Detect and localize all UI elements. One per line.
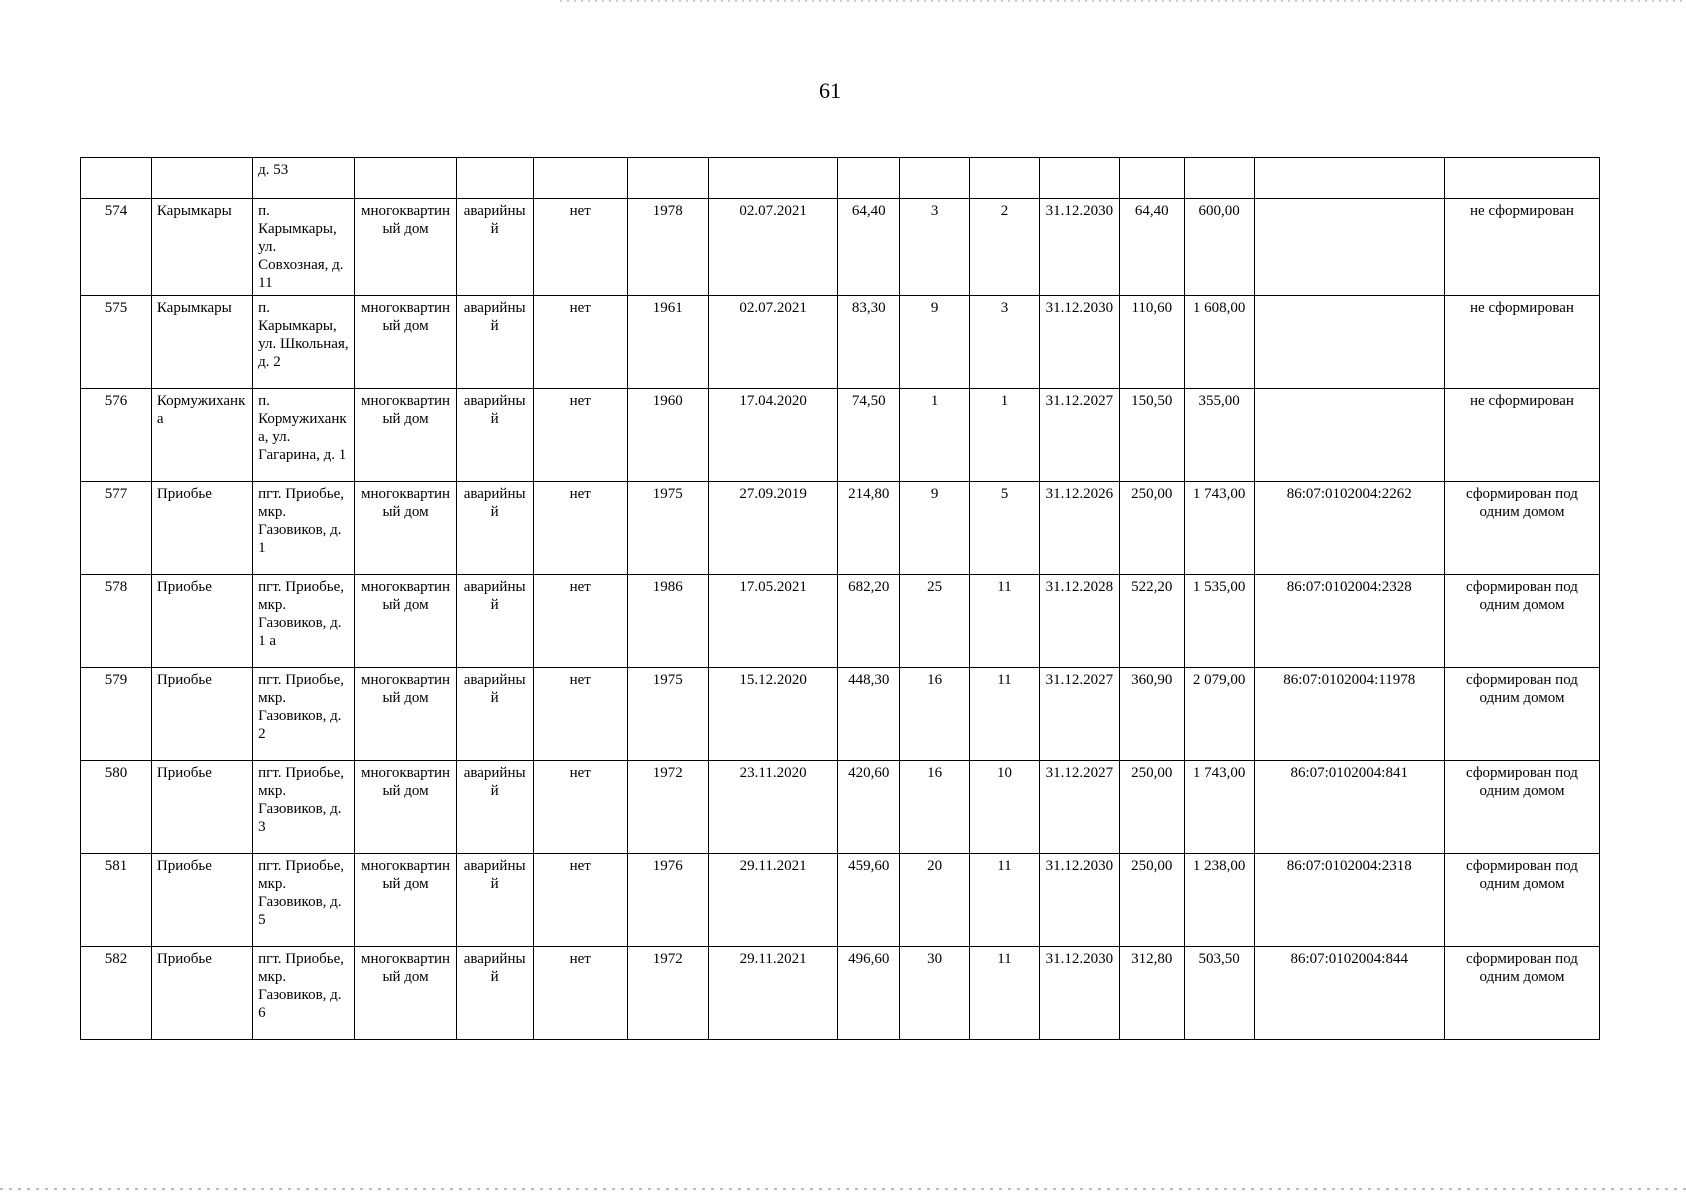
land-plot-status-cell: не сформирован xyxy=(1444,199,1599,296)
recognition-date-cell: 02.07.2021 xyxy=(708,296,838,389)
count-2-cell: 5 xyxy=(970,482,1040,575)
area-cell: 214,80 xyxy=(838,482,900,575)
deadline-cell: 31.12.2030 xyxy=(1039,854,1119,947)
cost-cell: 1 608,00 xyxy=(1184,296,1254,389)
recognition-date-cell: 29.11.2021 xyxy=(708,947,838,1040)
continuation-row xyxy=(81,158,1600,199)
flag-cell: нет xyxy=(533,482,627,575)
status-cell: аварийный xyxy=(456,575,533,668)
cost-cell: 1 743,00 xyxy=(1184,482,1254,575)
status-cell: аварийный xyxy=(456,296,533,389)
building-type-cell: многоквартиный дом xyxy=(355,296,456,389)
area-cell: 496,60 xyxy=(838,947,900,1040)
area-2-cell: 250,00 xyxy=(1119,761,1184,854)
row-number-cell: 579 xyxy=(81,668,152,761)
cadastral-number-cell: 86:07:0102004:2262 xyxy=(1254,482,1444,575)
address-cell: п. Кормужиханка, ул. Гагарина, д. 1 xyxy=(253,389,355,482)
land-plot-status-cell: не сформирован xyxy=(1444,296,1599,389)
count-1-cell: 9 xyxy=(900,296,970,389)
area-cell: 448,30 xyxy=(838,668,900,761)
table-row xyxy=(81,575,1600,668)
year-built-cell: 1961 xyxy=(627,296,708,389)
area-2-cell: 150,50 xyxy=(1119,389,1184,482)
area-2-cell: 522,20 xyxy=(1119,575,1184,668)
deadline-cell: 31.12.2026 xyxy=(1039,482,1119,575)
count-1-cell: 30 xyxy=(900,947,970,1040)
settlement-cell: Кормужиханка xyxy=(151,389,252,482)
table-row xyxy=(81,947,1600,1040)
settlement-cell: Приобье xyxy=(151,854,252,947)
row-number-cell: 582 xyxy=(81,947,152,1040)
flag-cell: нет xyxy=(533,296,627,389)
row-number-cell: 574 xyxy=(81,199,152,296)
area-2-cell: 64,40 xyxy=(1119,199,1184,296)
deadline-cell: 31.12.2027 xyxy=(1039,761,1119,854)
land-plot-status-cell: сформирован под одним домом xyxy=(1444,854,1599,947)
land-plot-status-cell: сформирован под одним домом xyxy=(1444,668,1599,761)
address-cell: пгт. Приобье, мкр. Газовиков, д. 5 xyxy=(253,854,355,947)
cost-cell: 2 079,00 xyxy=(1184,668,1254,761)
building-type-cell: многоквартиный дом xyxy=(355,389,456,482)
area-2-cell: 110,60 xyxy=(1119,296,1184,389)
cadastral-number-cell: 86:07:0102004:841 xyxy=(1254,761,1444,854)
year-built-cell: 1975 xyxy=(627,482,708,575)
flag-cell: нет xyxy=(533,947,627,1040)
address-cell: пгт. Приобье, мкр. Газовиков, д. 1 а xyxy=(253,575,355,668)
recognition-date-cell: 17.04.2020 xyxy=(708,389,838,482)
cost-cell: 1 743,00 xyxy=(1184,761,1254,854)
table-row xyxy=(81,199,1600,296)
table-row xyxy=(81,761,1600,854)
year-built-cell: 1976 xyxy=(627,854,708,947)
housing-register-table xyxy=(80,157,1600,1040)
count-2-cell: 11 xyxy=(970,575,1040,668)
deadline-cell: 31.12.2028 xyxy=(1039,575,1119,668)
status-cell: аварийный xyxy=(456,199,533,296)
count-1-cell: 16 xyxy=(900,668,970,761)
table-row xyxy=(81,296,1600,389)
count-1-cell: 1 xyxy=(900,389,970,482)
flag-cell: нет xyxy=(533,575,627,668)
status-cell: аварийный xyxy=(456,389,533,482)
row-number-cell: 580 xyxy=(81,761,152,854)
area-cell: 64,40 xyxy=(838,199,900,296)
land-plot-status-cell: сформирован под одним домом xyxy=(1444,482,1599,575)
page-number: 61 xyxy=(819,78,841,103)
settlement-cell: Приобье xyxy=(151,482,252,575)
year-built-cell: 1975 xyxy=(627,668,708,761)
row-number-cell: 575 xyxy=(81,296,152,389)
area-2-cell: 312,80 xyxy=(1119,947,1184,1040)
row-number-cell: 581 xyxy=(81,854,152,947)
table-row xyxy=(81,389,1600,482)
status-cell: аварийный xyxy=(456,854,533,947)
recognition-date-cell: 15.12.2020 xyxy=(708,668,838,761)
table-row xyxy=(81,482,1600,575)
year-built-cell: 1972 xyxy=(627,761,708,854)
row-number-cell: 578 xyxy=(81,575,152,668)
area-cell: 74,50 xyxy=(838,389,900,482)
cadastral-number-cell xyxy=(1254,389,1444,482)
recognition-date-cell: 02.07.2021 xyxy=(708,199,838,296)
cadastral-number-cell: 86:07:0102004:844 xyxy=(1254,947,1444,1040)
land-plot-status-cell: сформирован под одним домом xyxy=(1444,761,1599,854)
land-plot-status-cell: сформирован под одним домом xyxy=(1444,947,1599,1040)
settlement-cell: Приобье xyxy=(151,575,252,668)
settlement-cell: Карымкары xyxy=(151,296,252,389)
flag-cell: нет xyxy=(533,668,627,761)
area-2-cell: 250,00 xyxy=(1119,482,1184,575)
deadline-cell: 31.12.2030 xyxy=(1039,947,1119,1040)
cadastral-number-cell: 86:07:0102004:11978 xyxy=(1254,668,1444,761)
deadline-cell: 31.12.2030 xyxy=(1039,199,1119,296)
cadastral-number-cell xyxy=(1254,199,1444,296)
count-2-cell: 10 xyxy=(970,761,1040,854)
year-built-cell: 1986 xyxy=(627,575,708,668)
count-2-cell: 3 xyxy=(970,296,1040,389)
address-cell: п. Карымкары, ул. Совхозная, д. 11 xyxy=(253,199,355,296)
area-2-cell: 250,00 xyxy=(1119,854,1184,947)
area-cell: 459,60 xyxy=(838,854,900,947)
year-built-cell: 1978 xyxy=(627,199,708,296)
year-built-cell: 1960 xyxy=(627,389,708,482)
building-type-cell: многоквартиный дом xyxy=(355,668,456,761)
land-plot-status-cell: не сформирован xyxy=(1444,389,1599,482)
scan-artifact-top xyxy=(560,0,1686,2)
land-plot-status-cell: сформирован под одним домом xyxy=(1444,575,1599,668)
cost-cell: 1 238,00 xyxy=(1184,854,1254,947)
address-cell: п. Карымкары, ул. Школьная, д. 2 xyxy=(253,296,355,389)
count-2-cell: 2 xyxy=(970,199,1040,296)
recognition-date-cell: 27.09.2019 xyxy=(708,482,838,575)
recognition-date-cell: 29.11.2021 xyxy=(708,854,838,947)
cost-cell: 503,50 xyxy=(1184,947,1254,1040)
address-cell: пгт. Приобье, мкр. Газовиков, д. 2 xyxy=(253,668,355,761)
deadline-cell: 31.12.2027 xyxy=(1039,668,1119,761)
cadastral-number-cell: 86:07:0102004:2328 xyxy=(1254,575,1444,668)
count-1-cell: 9 xyxy=(900,482,970,575)
table-row xyxy=(81,854,1600,947)
count-1-cell: 25 xyxy=(900,575,970,668)
flag-cell: нет xyxy=(533,199,627,296)
flag-cell: нет xyxy=(533,854,627,947)
recognition-date-cell: 17.05.2021 xyxy=(708,575,838,668)
settlement-cell: Карымкары xyxy=(151,199,252,296)
cadastral-number-cell: 86:07:0102004:2318 xyxy=(1254,854,1444,947)
settlement-cell: Приобье xyxy=(151,947,252,1040)
deadline-cell: 31.12.2027 xyxy=(1039,389,1119,482)
cadastral-number-cell xyxy=(1254,296,1444,389)
address-cell: д. 53 xyxy=(253,158,355,199)
cost-cell: 1 535,00 xyxy=(1184,575,1254,668)
deadline-cell: 31.12.2030 xyxy=(1039,296,1119,389)
flag-cell: нет xyxy=(533,389,627,482)
building-type-cell: многоквартиный дом xyxy=(355,482,456,575)
cost-cell: 355,00 xyxy=(1184,389,1254,482)
area-cell: 682,20 xyxy=(838,575,900,668)
row-number-cell: 576 xyxy=(81,389,152,482)
cost-cell: 600,00 xyxy=(1184,199,1254,296)
address-cell: пгт. Приобье, мкр. Газовиков, д. 1 xyxy=(253,482,355,575)
address-cell: пгт. Приобье, мкр. Газовиков, д. 6 xyxy=(253,947,355,1040)
building-type-cell: многоквартиный дом xyxy=(355,947,456,1040)
row-number-cell: 577 xyxy=(81,482,152,575)
status-cell: аварийный xyxy=(456,668,533,761)
scan-artifact-bottom xyxy=(0,1188,1686,1190)
count-1-cell: 16 xyxy=(900,761,970,854)
status-cell: аварийный xyxy=(456,482,533,575)
count-2-cell: 1 xyxy=(970,389,1040,482)
building-type-cell: многоквартиный дом xyxy=(355,854,456,947)
count-1-cell: 3 xyxy=(900,199,970,296)
year-built-cell: 1972 xyxy=(627,947,708,1040)
building-type-cell: многоквартиный дом xyxy=(355,199,456,296)
address-cell: пгт. Приобье, мкр. Газовиков, д. 3 xyxy=(253,761,355,854)
building-type-cell: многоквартиный дом xyxy=(355,575,456,668)
count-2-cell: 11 xyxy=(970,854,1040,947)
settlement-cell: Приобье xyxy=(151,668,252,761)
count-1-cell: 20 xyxy=(900,854,970,947)
status-cell: аварийный xyxy=(456,761,533,854)
table-row xyxy=(81,668,1600,761)
recognition-date-cell: 23.11.2020 xyxy=(708,761,838,854)
flag-cell: нет xyxy=(533,761,627,854)
status-cell: аварийный xyxy=(456,947,533,1040)
building-type-cell: многоквартиный дом xyxy=(355,761,456,854)
area-cell: 83,30 xyxy=(838,296,900,389)
area-cell: 420,60 xyxy=(838,761,900,854)
settlement-cell: Приобье xyxy=(151,761,252,854)
count-2-cell: 11 xyxy=(970,947,1040,1040)
area-2-cell: 360,90 xyxy=(1119,668,1184,761)
count-2-cell: 11 xyxy=(970,668,1040,761)
